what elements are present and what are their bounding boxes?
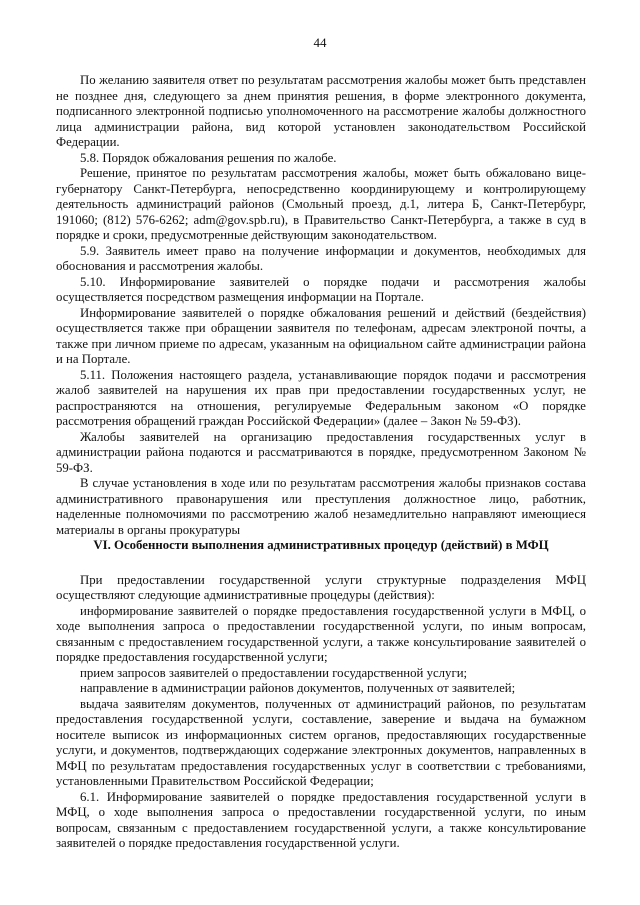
page-number: 44	[313, 35, 327, 50]
paragraph-informing-appeal: Информирование заявителей о порядке обжалования решений и действий (бездействия) осуществляется также при обращении заявителя по телефонам, адресам электроной почты, а также при личном приеме по адресам, указанным на официальном сайте администрации района и на Портале.	[56, 305, 586, 366]
paragraph-6-1: 6.1. Информирование заявителей о порядке предоставления государственной услуги в МФЦ, о ходе выполнения запроса о предоставлении государственной услуги, по иным вопросам, связанным с предоставлением государственной услуги, а также консультирование заявителей о порядке предоставления государственной услуги.	[56, 789, 586, 850]
paragraph-appeal-decision: Решение, принятое по результатам рассмотрения жалобы, может быть обжаловано вице-губернатору Санкт-Петербурга, непосредственно координирующему и контролирующему деятельность администраций районов (Смольный проезд, д.1, литера Б, Санкт-Петербург, 191060; (812) 576-6262; adm@gov.spb.ru), в Правительство Санкт-Петербурга, а также в суд в порядке и сроки, предусмотренные действующим законодательством.	[56, 166, 586, 242]
paragraph-issuing-documents: выдача заявителям документов, полученных от администраций районов, по результатам предоставления государственной услуги, составление, заверение и выдача на бумажном носителе выписок из информационных систем органов, предоставляющих государственные услуги, и документов, подтверждающих содержание электронных документов, направленных в МФЦ по результатам предоставления государственных услуг в соответствии с требованиями, установленными Правительством Российской Федерации;	[56, 696, 586, 788]
document-body	[56, 73, 586, 852]
paragraph-mfc-procedures: При предоставлении государственной услуги структурные подразделения МФЦ осуществляют следующие административные процедуры (действия):	[56, 572, 586, 602]
section-heading-vi: VI. Особенности выполнения административных процедур (действий) в МФЦ	[93, 538, 549, 552]
paragraph-prosecution: В случае установления в ходе или по результатам рассмотрения жалобы признаков состава административного правонарушения или преступления должностное лицо, работник, наделенные полномочиями по рассмотрению жалоб незамедлительно направляют имеющиеся материалы в органы прокуратуры	[56, 476, 586, 537]
paragraph-5-10: 5.10. Информирование заявителей о порядке подачи и рассмотрения жалобы осуществляется посредством размещения информации на Портале.	[56, 274, 586, 304]
paragraph-5-11: 5.11. Положения настоящего раздела, устанавливающие порядок подачи и рассмотрения жалоб заявителей на нарушения их прав при предоставлении государственных услуг, не распространяются на отношения, регулируемые Федеральным законом «О порядке рассмотрения обращений граждан Российской Федерации» (далее – Закон № 59-ФЗ).	[56, 367, 586, 428]
paragraph-receiving-requests: прием запросов заявителей о предоставлении государственной услуги;	[80, 665, 468, 680]
paragraph-5-9: 5.9. Заявитель имеет право на получение информации и документов, необходимых для обоснования и рассмотрения жалобы.	[56, 243, 586, 273]
paragraph-5-8: 5.8. Порядок обжалования решения по жалобе.	[80, 150, 337, 165]
paragraph-electronic-response: По желанию заявителя ответ по результатам рассмотрения жалобы может быть представлен не позднее дня, следующего за днем принятия решения, в форме электронного документа, подписанного электронной подписью уполномоченного на рассмотрение жалобы должностного лица администрации района, вид которой установлен законодательством Российской Федерации.	[56, 73, 586, 149]
paragraph-informing-mfc: информирование заявителей о порядке предоставления государственной услуги в МФЦ, о ходе выполнения запроса о предоставлении государственной услуги, по иным вопросам, связанным с предоставлением государственной услуги, а также консультирование заявителей о порядке предоставления государственной услуги;	[56, 603, 586, 664]
paragraph-complaints-59fz: Жалобы заявителей на организацию предоставления государственных услуг в администрации района подаются и рассматриваются в порядке, предусмотренном Законом № 59-ФЗ.	[56, 429, 586, 475]
paragraph-sending-documents: направление в администрации районов документов, полученных от заявителей;	[80, 681, 516, 695]
